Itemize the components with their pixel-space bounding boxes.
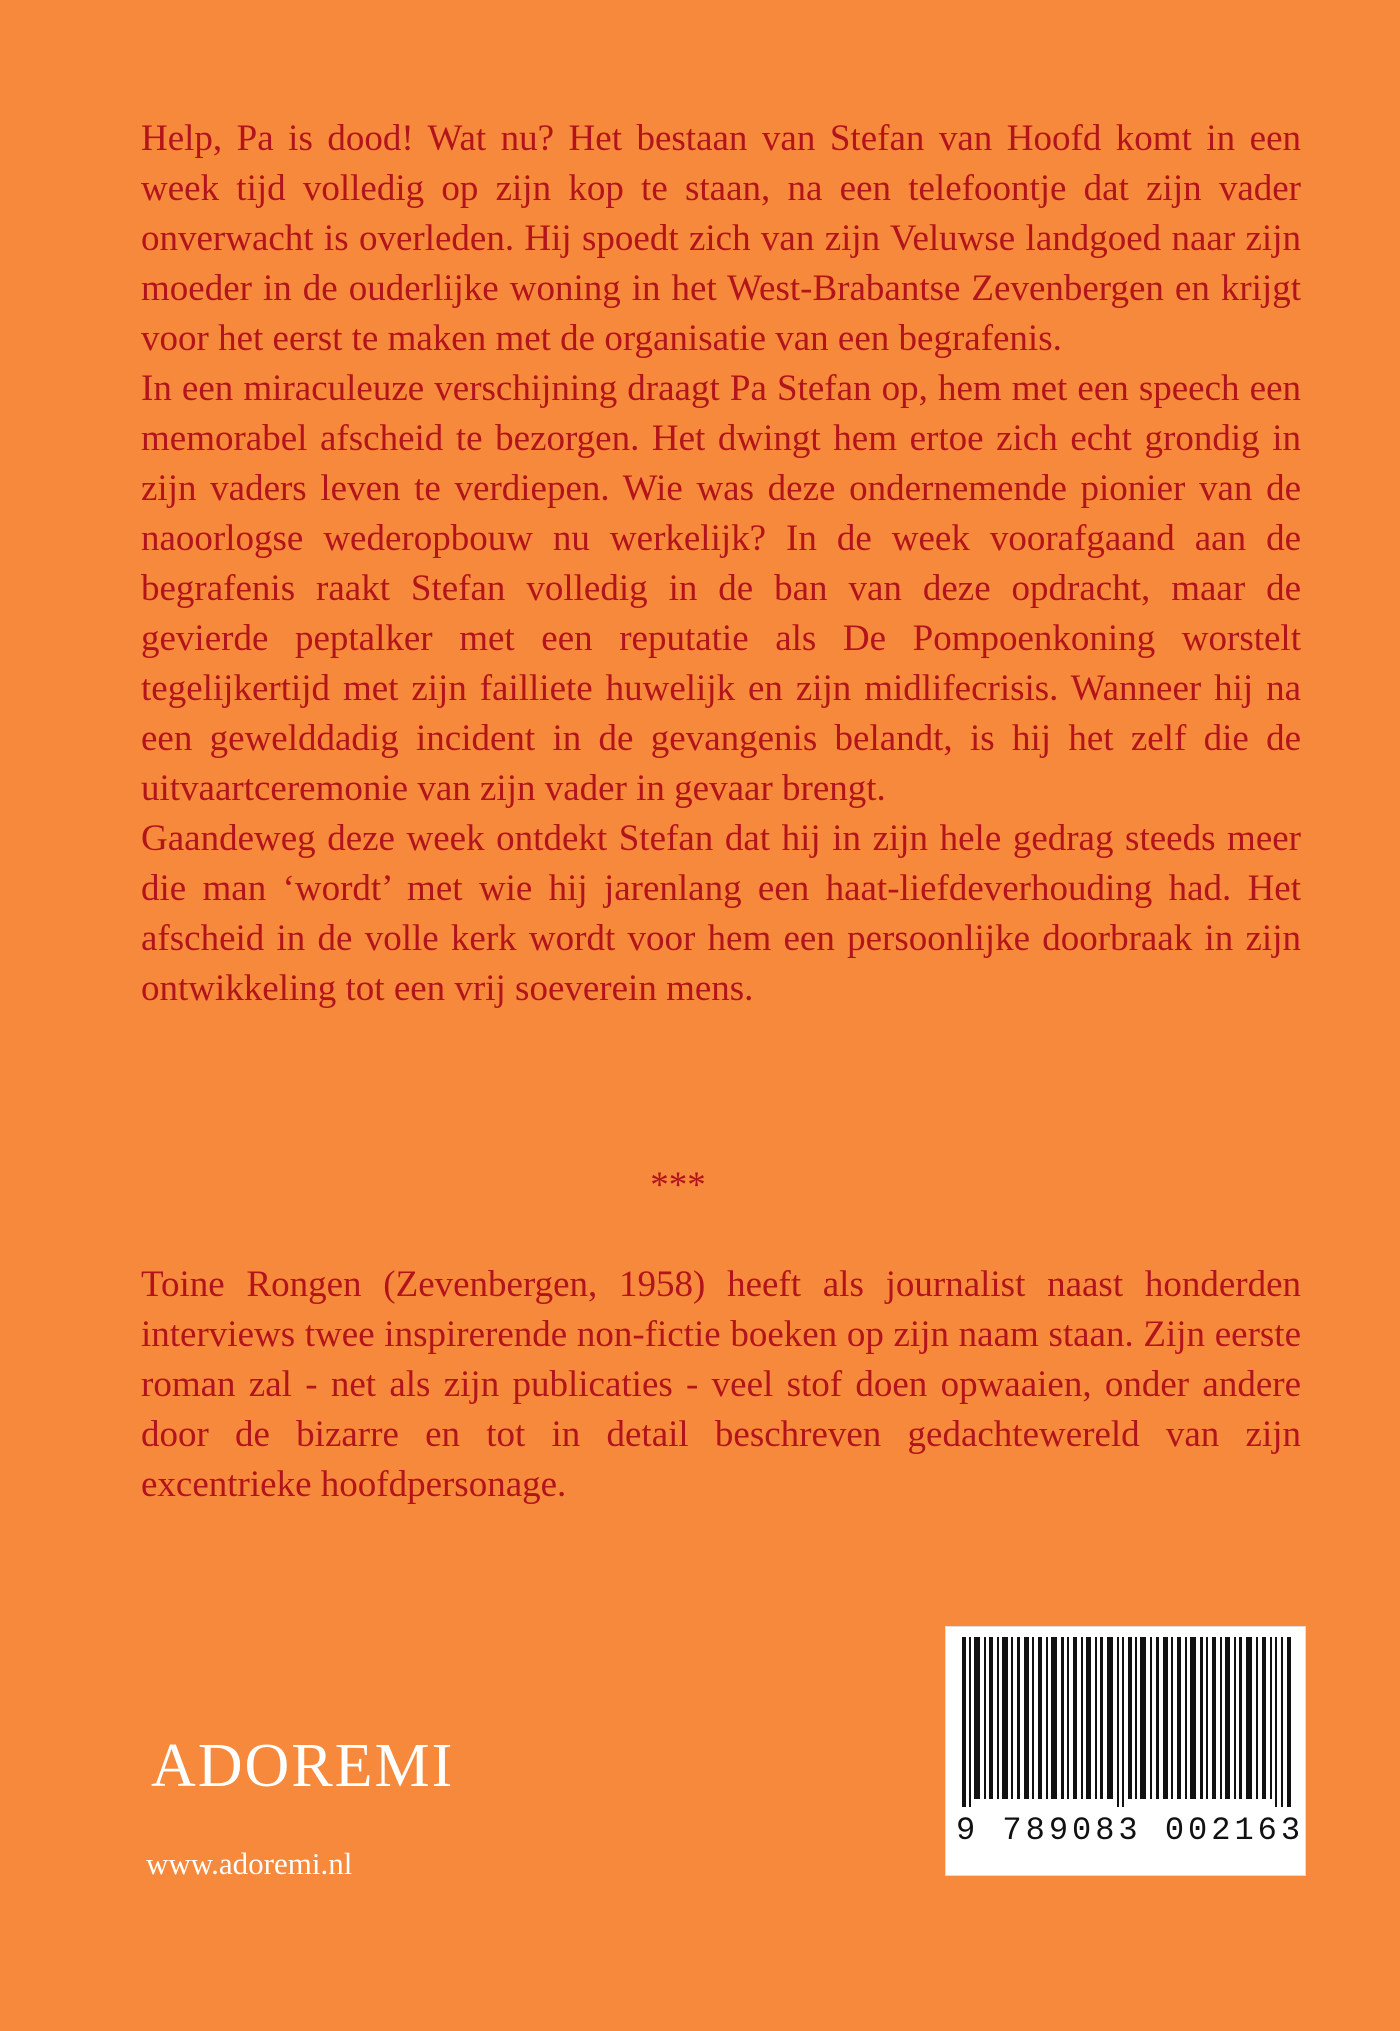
section-separator: *** (650, 1165, 706, 1206)
blurb-paragraph-1: Help, Pa is dood! Wat nu? Het bestaan van Stefan van Hoofd komt in een week tijd volledig op zijn kop te staan, na een telefoontje dat zijn vader onverwacht is overleden. Hij spoedt zich van zijn Veluwse landgoed naar zijn moeder in de ouderlijke woning in het West-Brabantse Zevenbergen en krijgt voor het eerst te maken met de organisatie van een begrafenis. (141, 118, 1301, 359)
blurb-text (141, 114, 1301, 1014)
publisher-url: www.adoremi.nl (146, 1846, 353, 1881)
isbn-barcode (945, 1626, 1306, 1876)
publisher-logo: ADOREMI (151, 1732, 455, 1800)
isbn-number: 9 789083 002163 (956, 1812, 1305, 1849)
author-bio-text: Toine Rongen (Zevenbergen, 1958) heeft als journalist naast honderden interviews twee inspirerende non-fictie boeken op zijn naam staan. Zijn eerste roman zal - net als zijn publicaties - veel stof doen opwaaien, onder andere door de bizarre en tot in detail beschreven gedachtewereld van zijn excentrieke hoofdpersonage. (141, 1264, 1301, 1505)
blurb-paragraph-3: Gaandeweg deze week ontdekt Stefan dat hij in zijn hele gedrag steeds meer die man ‘wordt’ met wie hij jarenlang een haat-liefdeverhouding had. Het afscheid in de volle kerk wordt voor hem een persoonlijke doorbraak in zijn ontwikkeling tot een vrij soeverein mens. (141, 818, 1301, 1009)
barcode-bars (962, 1637, 1291, 1807)
blurb-paragraph-2: In een miraculeuze verschijning draagt Pa Stefan op, hem met een speech een memorabel afscheid te bezorgen. Het dwingt hem ertoe zich echt grondig in zijn vaders leven te verdiepen. Wie was deze ondernemende pionier van de naoorlogse wederopbouw nu werkelijk? In de week voorafgaand aan de begrafenis raakt Stefan volledig in de ban van deze opdracht, maar de gevierde peptalker met een reputatie als De Pompoenkoning worstelt tegelijkertijd met zijn failliete huwelijk en zijn midlifecrisis. Wanneer hij na een gewelddadig incident in de gevangenis belandt, is hij het zelf die de uitvaartceremonie van zijn vader in gevaar brengt. (141, 368, 1301, 809)
author-bio (141, 1260, 1301, 1510)
